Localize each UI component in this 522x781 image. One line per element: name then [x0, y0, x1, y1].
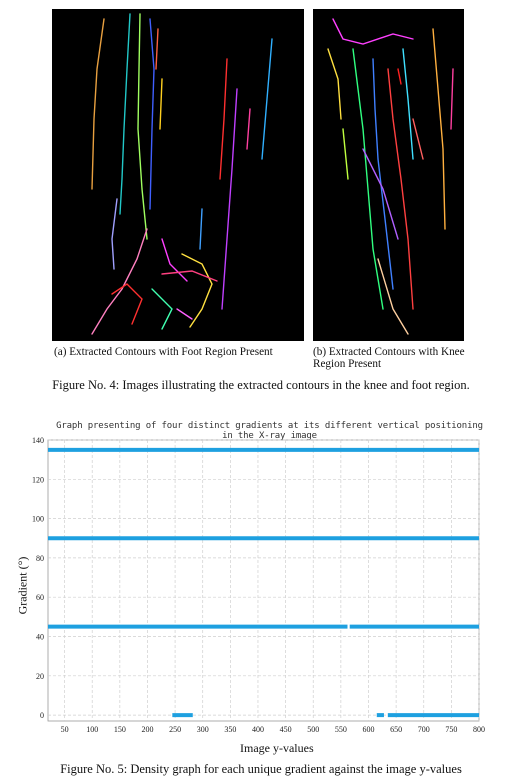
subcaption-knee: (b) Extracted Contours with Knee Region Present	[313, 346, 465, 370]
x-tick-label: 50	[60, 725, 69, 734]
y-tick-label: 0	[40, 711, 44, 721]
figure-4-caption: Figure No. 4: Images illustrating the extracted contours in the knee and foot region.	[52, 378, 470, 392]
contour-image-foot	[52, 9, 304, 341]
plot-frame	[48, 440, 479, 721]
figure-5-caption: Figure No. 5: Density graph for each unique gradient against the image y-values	[60, 762, 462, 776]
y-axis-label: Gradient (°)	[15, 556, 30, 615]
y-tick-label: 120	[32, 475, 44, 485]
x-tick-label: 250	[169, 725, 182, 734]
x-tick-label: 500	[307, 725, 320, 734]
subcaption-foot: (a) Extracted Contours with Foot Region Present	[54, 346, 273, 358]
y-tick-label: 60	[36, 593, 44, 603]
x-tick-label: 300	[196, 725, 209, 734]
x-tick-label: 350	[224, 725, 237, 734]
x-tick-label: 400	[251, 725, 264, 734]
x-tick-label: 100	[86, 725, 99, 734]
x-tick-label: 600	[362, 725, 375, 734]
x-axis-label: Image y-values	[240, 741, 314, 755]
y-tick-label: 140	[32, 436, 44, 445]
x-tick-label: 450	[279, 725, 292, 734]
x-tick-label: 700	[417, 725, 430, 734]
x-tick-label: 150	[113, 725, 126, 734]
y-tick-label: 100	[32, 514, 44, 524]
contour-lines-foot	[52, 9, 304, 341]
y-tick-label: 40	[36, 632, 44, 642]
x-tick-label: 800	[473, 725, 485, 734]
gradient-density-chart	[0, 432, 522, 742]
contour-image-knee	[313, 9, 464, 341]
contour-lines-knee	[313, 9, 464, 341]
x-tick-label: 200	[141, 725, 154, 734]
y-tick-label: 20	[36, 671, 44, 681]
chart-title: Graph presenting of four distinct gradients at its different vertical positioning in the X-ray image	[56, 421, 483, 441]
x-tick-label: 750	[445, 725, 458, 734]
y-tick-label: 80	[36, 553, 44, 563]
x-tick-label: 650	[390, 725, 403, 734]
x-tick-label: 550	[334, 725, 347, 734]
